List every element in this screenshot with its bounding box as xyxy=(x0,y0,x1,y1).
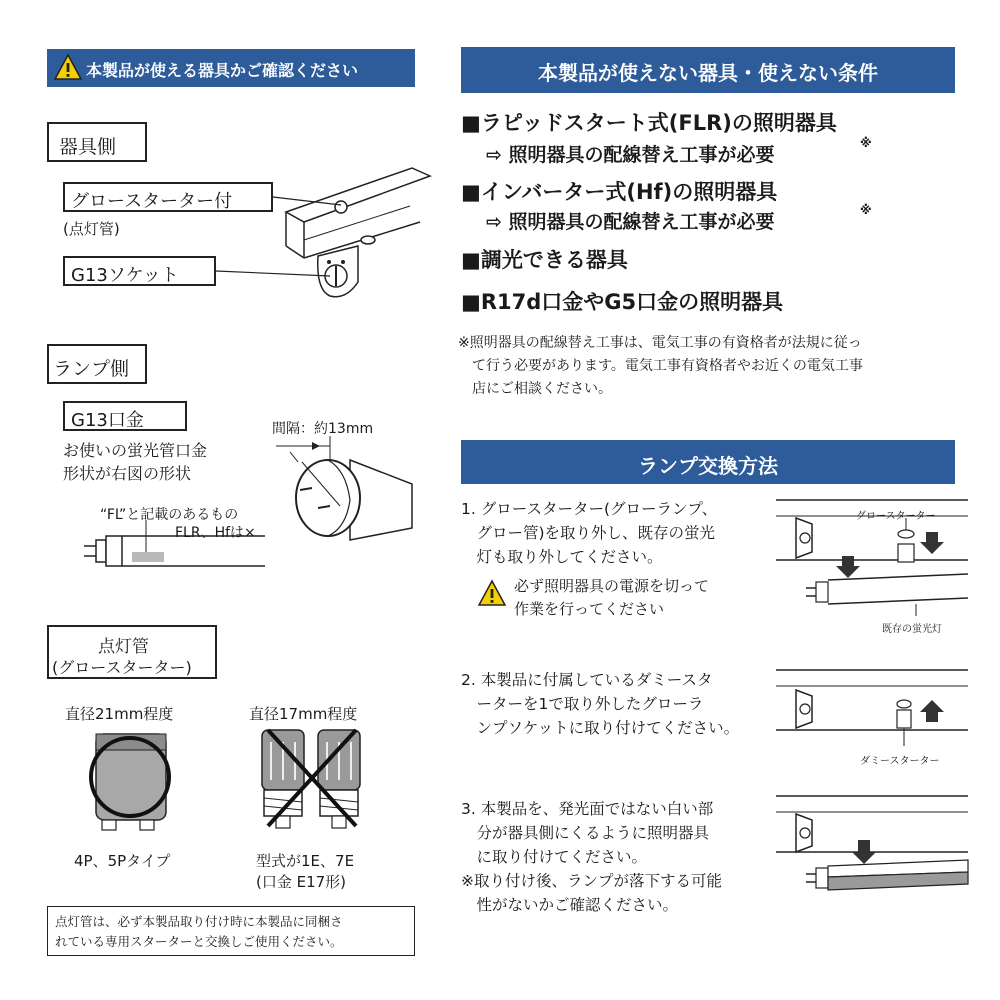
fixture-side-title: 器具側 xyxy=(47,122,147,162)
starter-note-1: 点灯管は、必ず本製品取り付け時に本製品に同梱さ xyxy=(55,914,343,929)
step-2-line-2: ーターを1で取り外したグローラ xyxy=(461,695,704,713)
step-1-line-3: 灯も取り外してください。 xyxy=(461,548,663,566)
glow-starter-label: グロースターター付 xyxy=(63,182,273,212)
condition-2-mark: ※ xyxy=(860,203,872,217)
footnote-1: ※照明器具の配線替え工事は、電気工事の有資格者が法規に従っ xyxy=(458,335,862,351)
starter-note-2: れている専用スターターと交換しご使用ください。 xyxy=(55,934,343,949)
step-3-line-2: 分が器具側にくるように照明器具 xyxy=(461,824,710,842)
existing-lamp-fig-label: 既存の蛍光灯 xyxy=(882,624,942,635)
check-banner-text: 本製品が使える器具かご確認ください xyxy=(86,61,359,80)
ng-type-1: 型式が1E、7E xyxy=(256,852,355,870)
lamp-side-title: ランプ側 xyxy=(47,344,147,384)
condition-2-sub: ⇨ 照明器具の配線替え工事が必要 xyxy=(486,211,775,233)
base-desc-1: お使いの蛍光管口金 xyxy=(63,441,208,460)
step-1-line-2: グロー管)を取り外し、既存の蛍光 xyxy=(461,524,716,542)
footnote-3: 店にご相談ください。 xyxy=(458,381,612,397)
glow-starter-fig-label: グロースターター xyxy=(856,511,936,522)
footnote-2: て行う必要があります。電気工事有資格者やお近くの電気工事 xyxy=(458,358,863,374)
flr-note: FLR、Hfは× xyxy=(175,525,256,541)
unusable-header: 本製品が使えない器具・使えない条件 xyxy=(461,47,955,93)
ng-diameter: 直径17mm程度 xyxy=(249,705,358,723)
base-desc-2: 形状が右図の形状 xyxy=(63,464,192,483)
step-1-line-1: 1. グロースターター(グローランプ、 xyxy=(461,500,718,518)
replace-header: ランプ交換方法 xyxy=(461,440,955,484)
condition-2: ■インバーター式(Hf)の照明器具 xyxy=(461,180,778,204)
condition-3: ■調光できる器具 xyxy=(461,248,628,272)
ok-type: 4P、5Pタイプ xyxy=(74,852,171,870)
step-2-line-3: ンプソケットに取り付けてください。 xyxy=(461,719,740,737)
glow-starter-sub: (点灯管) xyxy=(63,220,120,238)
ng-type-2: (口金 E17形) xyxy=(256,873,347,891)
g13-socket-label: G13ソケット xyxy=(63,256,216,286)
step-3-line-5: 性がないかご確認ください。 xyxy=(461,896,679,914)
ok-diameter: 直径21mm程度 xyxy=(65,705,174,723)
fl-note: “FL”と記載のあるもの xyxy=(100,507,239,523)
warning-line-1: 必ず照明器具の電源を切って xyxy=(514,577,710,595)
dummy-starter-fig-label: ダミースターター xyxy=(860,756,940,767)
step-3-line-4: ※取り付け後、ランプが落下する可能 xyxy=(461,872,722,890)
step-2-line-1: 2. 本製品に付属しているダミースタ xyxy=(461,671,713,689)
g13-base-label: G13口金 xyxy=(63,401,187,431)
step-3-line-3: に取り付けてください。 xyxy=(461,848,648,866)
starter-subtitle: (グロースターター) xyxy=(52,658,192,677)
condition-1-sub: ⇨ 照明器具の配線替え工事が必要 xyxy=(486,144,775,166)
starter-title: 点灯管 xyxy=(98,637,149,657)
warning-line-2: 作業を行ってください xyxy=(514,600,665,618)
spacing-label: 間隔：約13mm xyxy=(272,421,374,437)
condition-4: ■R17d口金やG5口金の照明器具 xyxy=(461,290,784,314)
condition-1: ■ラピッドスタート式(FLR)の照明器具 xyxy=(461,111,837,135)
condition-1-mark: ※ xyxy=(860,136,872,150)
step-3-line-1: 3. 本製品を、発光面ではない白い部 xyxy=(461,800,714,818)
